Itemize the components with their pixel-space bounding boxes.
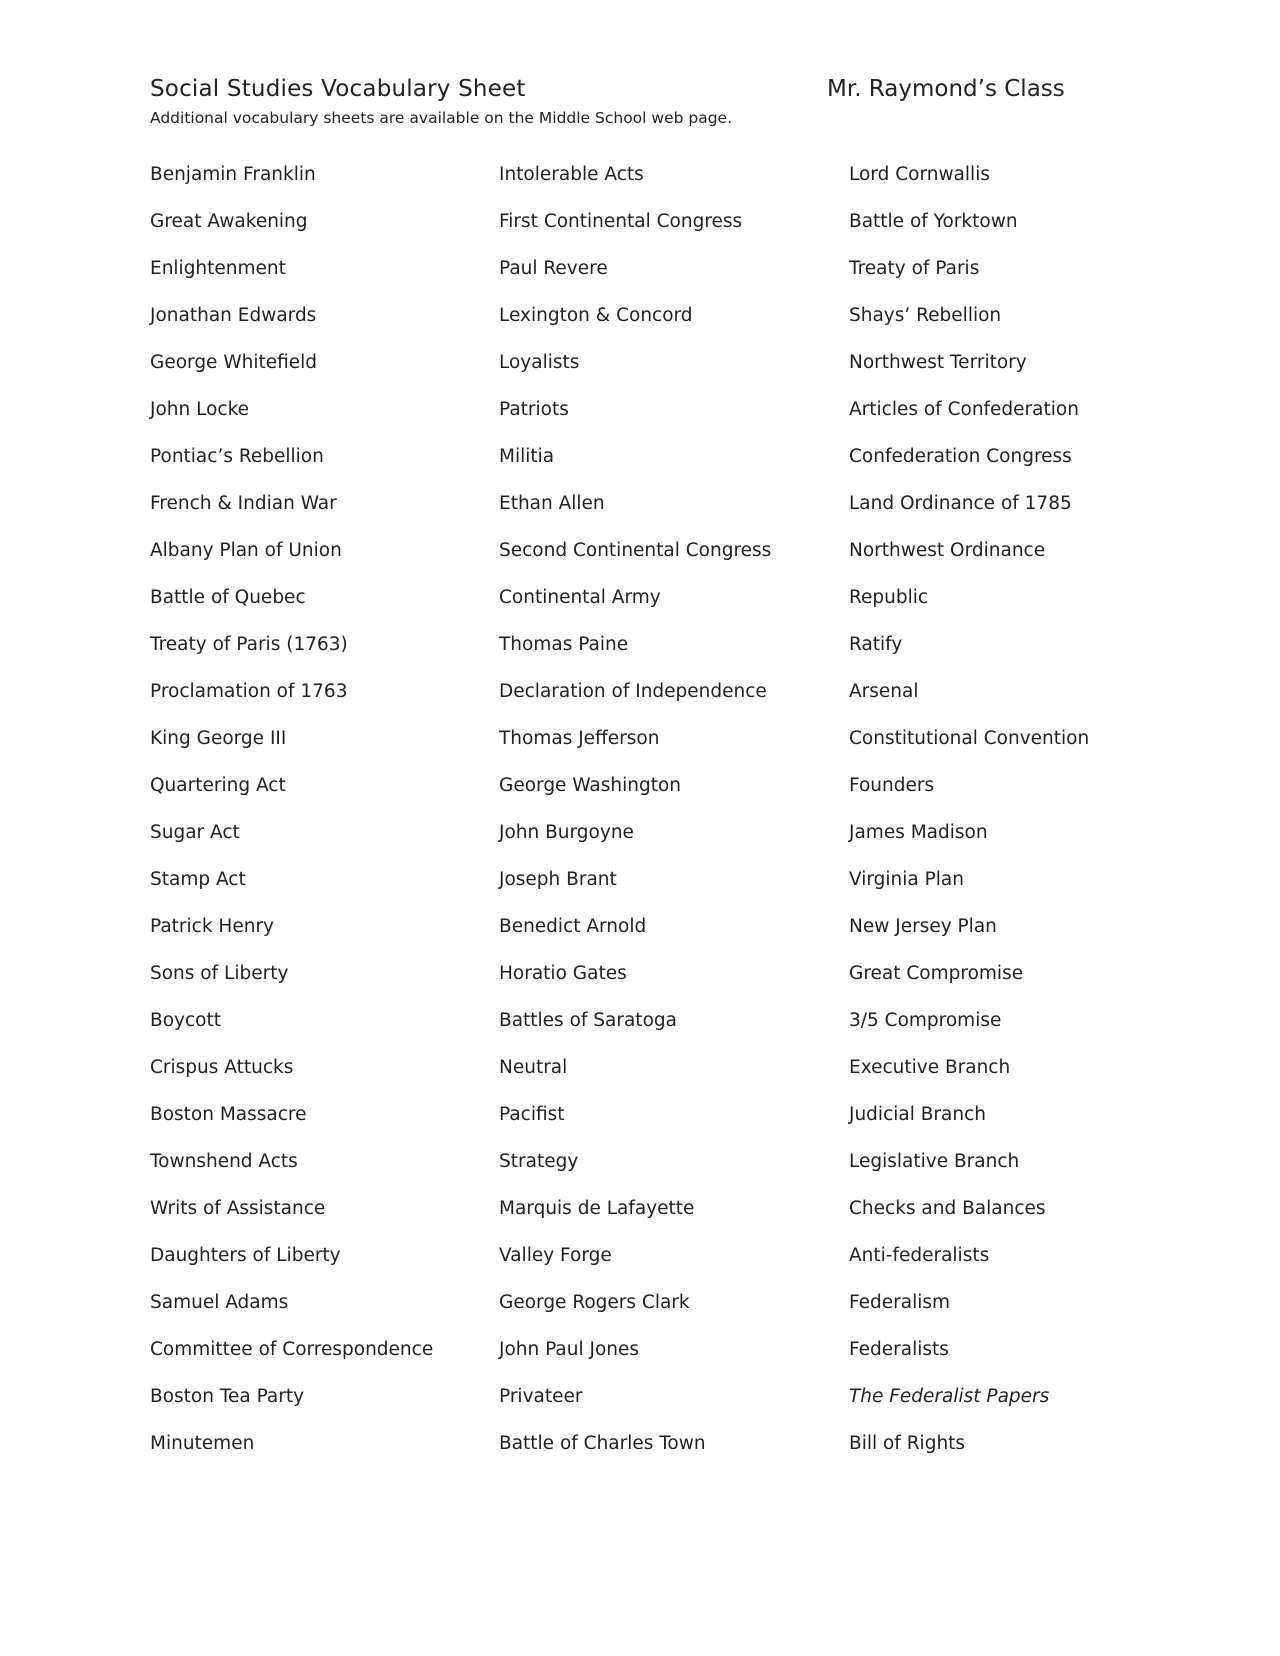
vocabulary-term: First Continental Congress: [499, 211, 743, 232]
vocabulary-term: King George III: [150, 728, 287, 749]
vocabulary-term: Daughters of Liberty: [150, 1245, 341, 1266]
vocabulary-term: Declaration of Independence: [499, 681, 767, 702]
vocabulary-term: Thomas Jefferson: [499, 728, 660, 749]
page-subtitle: Additional vocabulary sheets are available on the Middle School web page.: [150, 109, 733, 127]
vocabulary-column-1: [150, 162, 480, 1478]
vocabulary-term: Marquis de Lafayette: [499, 1198, 695, 1219]
vocabulary-column-3: [849, 162, 1179, 1478]
vocabulary-term: Constitutional Convention: [849, 728, 1090, 749]
vocabulary-term: Committee of Correspondence: [150, 1339, 434, 1360]
vocabulary-term: Checks and Balances: [849, 1198, 1046, 1219]
vocabulary-term: Shays’ Rebellion: [849, 305, 1002, 326]
class-name: Mr. Raymond’s Class: [827, 76, 1065, 102]
vocabulary-term: Bill of Rights: [849, 1433, 966, 1454]
vocabulary-term: Treaty of Paris: [849, 258, 980, 279]
vocabulary-term: Benedict Arnold: [499, 916, 647, 937]
vocabulary-term: Republic: [849, 587, 929, 608]
vocabulary-term: Executive Branch: [849, 1057, 1011, 1078]
vocabulary-term: Federalism: [849, 1292, 951, 1313]
vocabulary-term: Quartering Act: [150, 775, 286, 796]
vocabulary-term: John Locke: [150, 399, 250, 420]
vocabulary-term: Patriots: [499, 399, 569, 420]
vocabulary-term: Joseph Brant: [499, 869, 617, 890]
vocabulary-term: Privateer: [499, 1386, 583, 1407]
vocabulary-term: Confederation Congress: [849, 446, 1072, 467]
vocabulary-term: Land Ordinance of 1785: [849, 493, 1072, 514]
vocabulary-term: Benjamin Franklin: [150, 164, 316, 185]
vocabulary-term: John Paul Jones: [499, 1339, 640, 1360]
vocabulary-term: Battle of Quebec: [150, 587, 306, 608]
vocabulary-term: Horatio Gates: [499, 963, 627, 984]
vocabulary-term: Townshend Acts: [150, 1151, 298, 1172]
vocabulary-term: Paul Revere: [499, 258, 608, 279]
vocabulary-term: Minutemen: [150, 1433, 255, 1454]
vocabulary-term: French & Indian War: [150, 493, 337, 514]
vocabulary-term: Battles of Saratoga: [499, 1010, 677, 1031]
vocabulary-term: Treaty of Paris (1763): [150, 634, 348, 655]
vocabulary-term: Loyalists: [499, 352, 580, 373]
vocabulary-term: Stamp Act: [150, 869, 246, 890]
vocabulary-term: Samuel Adams: [150, 1292, 289, 1313]
vocabulary-term: Continental Army: [499, 587, 661, 608]
vocabulary-term: Valley Forge: [499, 1245, 612, 1266]
vocabulary-term: Crispus Attucks: [150, 1057, 294, 1078]
vocabulary-term: Boston Tea Party: [150, 1386, 305, 1407]
vocabulary-term: Arsenal: [849, 681, 919, 702]
vocabulary-term: John Burgoyne: [499, 822, 634, 843]
vocabulary-term: Anti-federalists: [849, 1245, 990, 1266]
page-title: Social Studies Vocabulary Sheet: [150, 76, 526, 102]
vocabulary-term: Jonathan Edwards: [150, 305, 317, 326]
vocabulary-term: George Washington: [499, 775, 682, 796]
vocabulary-term: Northwest Ordinance: [849, 540, 1046, 561]
vocabulary-term: Boycott: [150, 1010, 221, 1031]
vocabulary-term: Thomas Paine: [499, 634, 629, 655]
vocabulary-term: Great Awakening: [150, 211, 308, 232]
vocabulary-term: Strategy: [499, 1151, 579, 1172]
vocabulary-term: Sugar Act: [150, 822, 240, 843]
vocabulary-term: Lexington & Concord: [499, 305, 693, 326]
vocabulary-term: Pontiac’s Rebellion: [150, 446, 324, 467]
vocabulary-term: Northwest Territory: [849, 352, 1027, 373]
vocabulary-term: 3/5 Compromise: [849, 1010, 1002, 1031]
vocabulary-term: Proclamation of 1763: [150, 681, 348, 702]
vocabulary-term: Boston Massacre: [150, 1104, 307, 1125]
vocabulary-term: Legislative Branch: [849, 1151, 1020, 1172]
vocabulary-term: George Whitefield: [150, 352, 318, 373]
vocabulary-term: The Federalist Papers: [849, 1386, 1050, 1407]
vocabulary-term: Ethan Allen: [499, 493, 605, 514]
vocabulary-term: James Madison: [849, 822, 988, 843]
vocabulary-term: Sons of Liberty: [150, 963, 289, 984]
vocabulary-term: Neutral: [499, 1057, 568, 1078]
vocabulary-term: Writs of Assistance: [150, 1198, 326, 1219]
vocabulary-term: Judicial Branch: [849, 1104, 986, 1125]
vocabulary-term: Militia: [499, 446, 555, 467]
vocabulary-term: Ratify: [849, 634, 903, 655]
vocabulary-term: Pacifist: [499, 1104, 565, 1125]
vocabulary-term: Articles of Confederation: [849, 399, 1079, 420]
vocabulary-term: Patrick Henry: [150, 916, 274, 937]
vocabulary-term: Federalists: [849, 1339, 949, 1360]
vocabulary-term: George Rogers Clark: [499, 1292, 690, 1313]
vocabulary-term: Founders: [849, 775, 935, 796]
vocabulary-term: Virginia Plan: [849, 869, 964, 890]
vocabulary-term: Lord Cornwallis: [849, 164, 990, 185]
vocabulary-term: Enlightenment: [150, 258, 286, 279]
vocabulary-term: Great Compromise: [849, 963, 1024, 984]
vocabulary-term: Battle of Charles Town: [499, 1433, 706, 1454]
vocabulary-column-2: [499, 162, 829, 1478]
vocabulary-term: Intolerable Acts: [499, 164, 644, 185]
vocabulary-term: Second Continental Congress: [499, 540, 772, 561]
vocabulary-term: Albany Plan of Union: [150, 540, 342, 561]
vocabulary-term: New Jersey Plan: [849, 916, 997, 937]
vocabulary-term: Battle of Yorktown: [849, 211, 1018, 232]
